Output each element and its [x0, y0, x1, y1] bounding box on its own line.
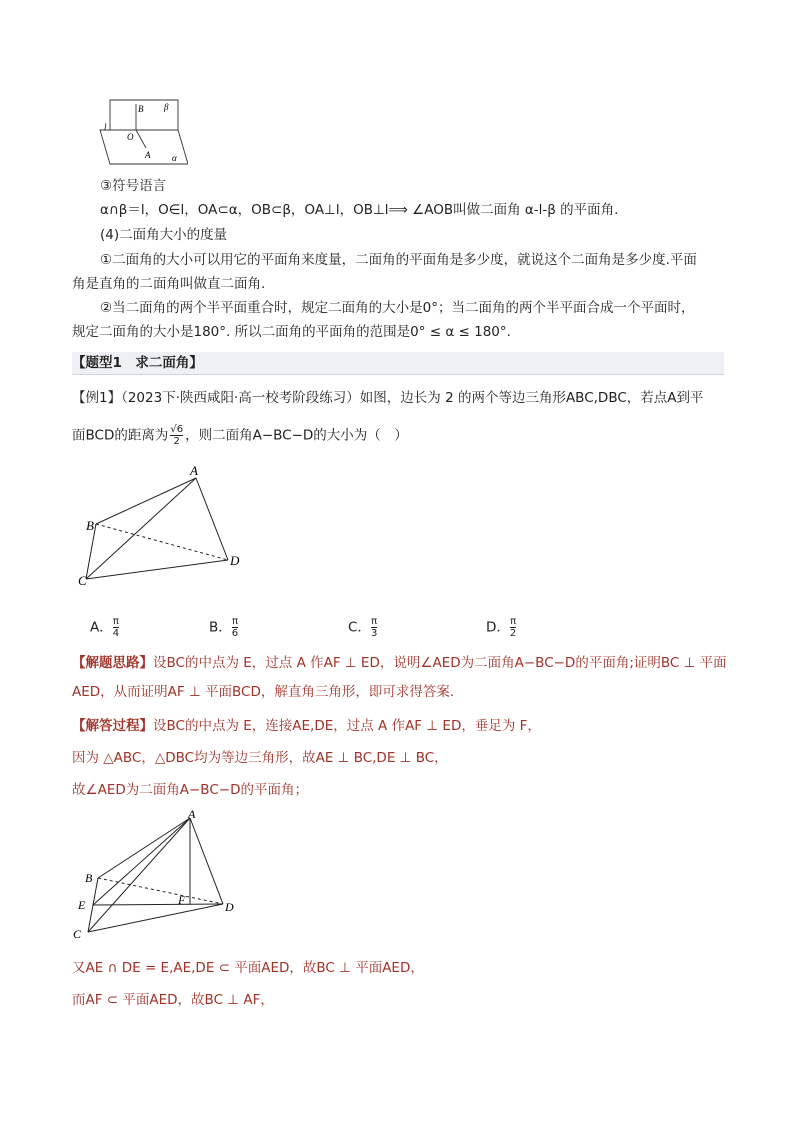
choice-c[interactable]: C． $\frac{\pi}{3}$ [348, 616, 378, 639]
label-D: D [230, 553, 240, 568]
tail-line2: 而AF ⊂ 平面AED，故BC ⊥ AF， [72, 992, 274, 1008]
edge-AD [190, 818, 223, 904]
tail-line1: 又AE ∩ DE = E,AE,DE ⊂ 平面AED，故BC ⊥ 平面AED， [72, 960, 424, 976]
label-l: l [104, 122, 107, 132]
symbolic-title: ③符号语言 [100, 178, 167, 194]
choice-d[interactable]: D． $\frac{\pi}{2}$ [486, 616, 517, 639]
label-B: B [85, 871, 93, 885]
label-C: C [73, 927, 82, 941]
label-D: D [225, 900, 234, 914]
edge-CD [86, 560, 228, 579]
process-line1: 【解答过程】设BC的中点为 E，连接AE,DE，过点 A 作AF ⊥ ED，垂足为 F， [72, 718, 541, 734]
idea-tag: 【解题思路】 [72, 655, 153, 671]
distance-fraction: $\frac{√6}{2}$ [170, 424, 184, 447]
process-tag: 【解答过程】 [72, 718, 153, 734]
symbolic-line: α∩β＝l，O∈l，OA⊂α，OB⊂β，OA⊥l，OB⊥l⟹ ∠AOB叫做二面角 α-l-β 的平面角. [100, 202, 619, 218]
label-A: A [145, 150, 151, 160]
choice-b[interactable]: B． $\frac{\pi}{6}$ [209, 616, 239, 639]
edge-BD-hidden [96, 524, 228, 560]
label-A: A [188, 810, 196, 821]
example-line2: 面BCD的距离为 $\frac{√6}{2}$ ，则二面角A−BC−D的大小为（ ） [72, 424, 408, 447]
label-F: F [178, 893, 186, 907]
measure-p2-line2: 规定二面角的大小是180°. 所以二面角的平面角的范围是0° ≤ α ≤ 180°. [72, 324, 511, 340]
edge-AB [96, 478, 196, 524]
edge-CD [88, 904, 223, 932]
measure-p1-line2: 角是直角的二面角叫做直二面角. [72, 276, 266, 292]
label-C: C [78, 573, 87, 588]
figure-dihedral-solution [68, 810, 248, 942]
process-line2: 因为 △ABC，△DBC均为等边三角形，故AE ⊥ BC,DE ⊥ BC， [72, 750, 448, 766]
section-heading: 【题型1 求二面角】 [72, 355, 203, 371]
segment-OA [136, 130, 146, 148]
label-B: B [86, 518, 94, 533]
process-line3: 故∠AED为二面角A−BC−D的平面角； [72, 782, 308, 798]
label-A: A [190, 463, 198, 478]
edge-AD [196, 478, 228, 560]
label-beta: β [164, 102, 169, 112]
idea-line2: AED，从而证明AF ⊥ 平面BCD，解直角三角形，即可求得答案. [72, 684, 455, 700]
label-B: B [138, 104, 144, 114]
label-alpha: α [172, 153, 177, 163]
figure-triangles [78, 462, 248, 590]
label-O: O [127, 132, 134, 142]
label-E: E [78, 898, 86, 912]
measure-p1-line1: ①二面角的大小可以用它的平面角来度量，二面角的平面角是多少度，就说这个二面角是多少度.平面 [100, 252, 697, 268]
measure-p2-line1: ②当二面角的两个半平面重合时，规定二面角的大小是0°；当二面角的两个半平面合成一个平面时， [100, 300, 695, 316]
figure-dihedral-planes [96, 92, 188, 168]
example-line1: 【例1】（2023下·陕西咸阳·高一校考阶段练习）如图，边长为 2 的两个等边三角形ABC,DBC，若点A到平 [72, 390, 704, 406]
edge-AE [93, 818, 190, 905]
measure-title: (4)二面角大小的度量 [100, 227, 228, 243]
edge-AC [86, 478, 196, 579]
choice-a[interactable]: A． $\frac{\pi}{4}$ [90, 616, 120, 639]
idea-line1: 【解题思路】设BC的中点为 E，过点 A 作AF ⊥ ED，说明∠AED为二面角A−BC−D的平面角;证明BC ⊥ 平面 [72, 655, 727, 671]
